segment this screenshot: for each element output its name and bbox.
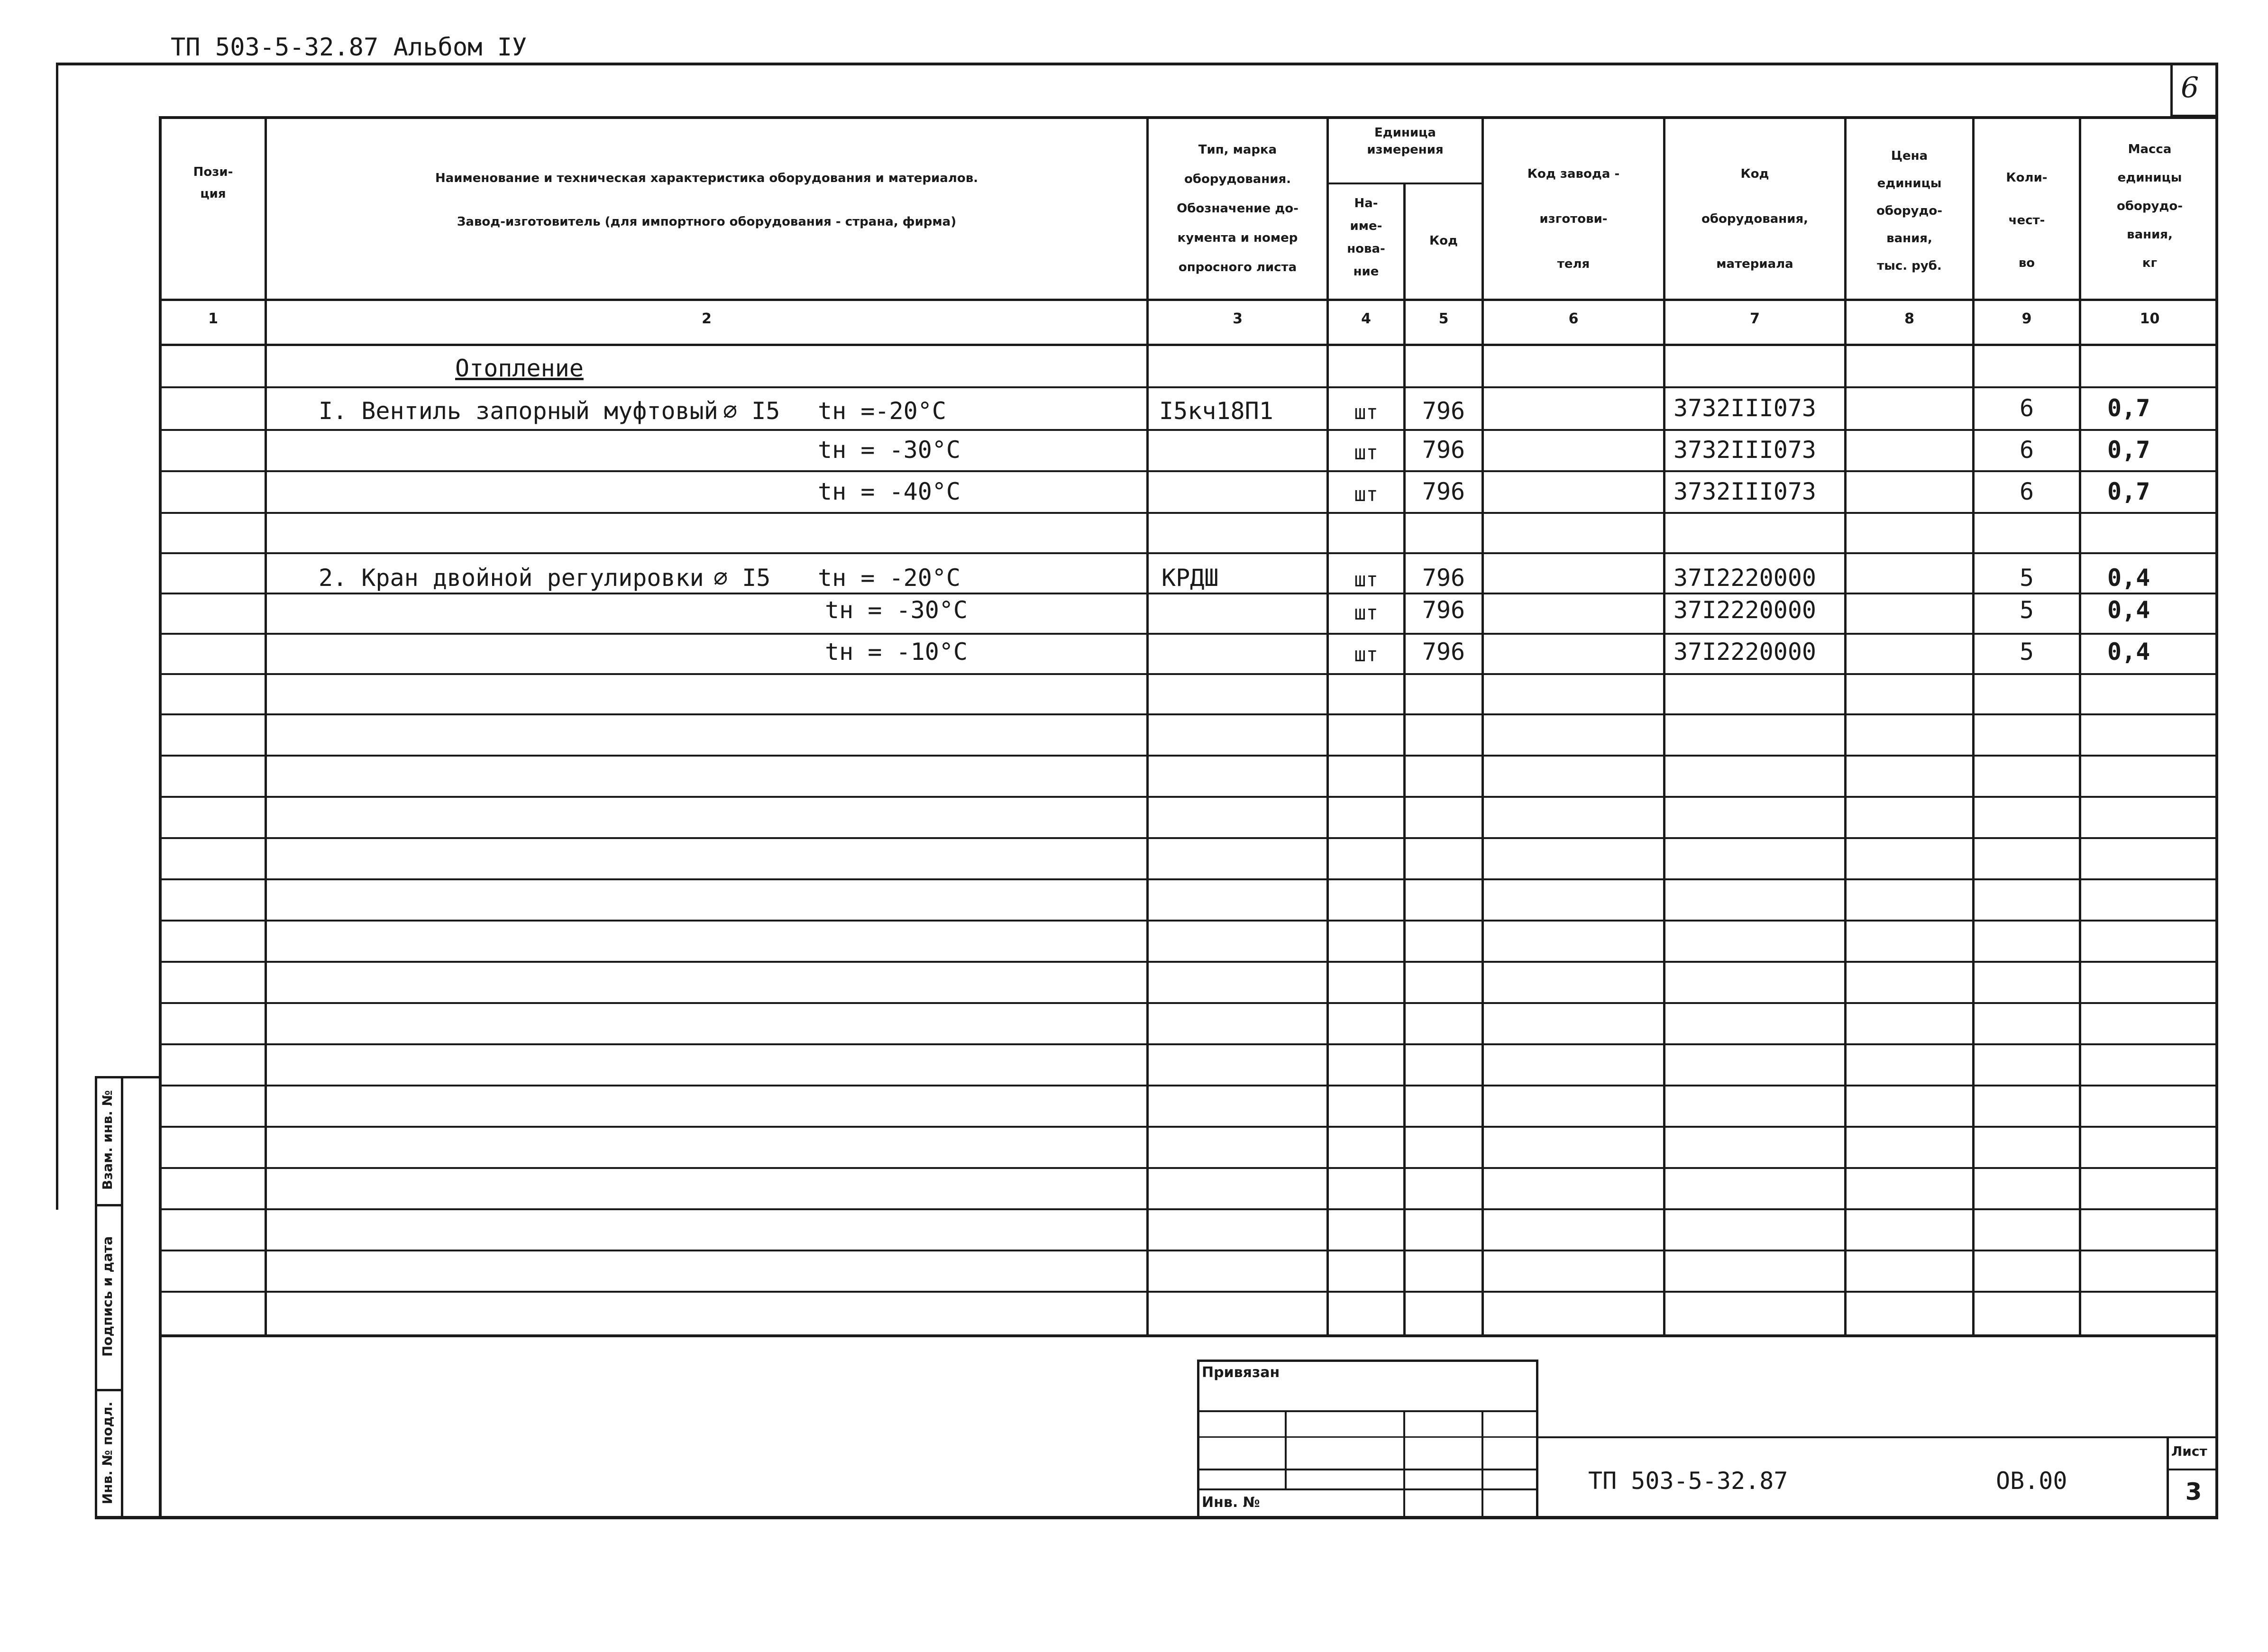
header-unit-code: Код [1429,234,1458,248]
stamp-left-border [95,1076,97,1519]
tb-sheet-number: 3 [2185,1478,2202,1506]
item-diameter: ⌀ I5 [713,564,771,592]
tb-privyazan: Привязан [1202,1364,1280,1381]
header-type: Тип, марка оборудования. Обозначение до- кумента и номер опросного листа [1177,143,1299,274]
row-line [159,920,2218,922]
tb-box-right [1536,1360,1538,1519]
item-unit: шт [1354,441,1378,464]
col-number: 3 [1233,310,1243,327]
item-mass: 0,7 [2107,436,2150,464]
header-name: Наименование и техническая характеристика оборудования и материалов. Завод-изготовитель (для импортного оборудования - страна, фирма) [435,171,979,229]
row-line [159,796,2218,798]
item-mass: 0,7 [2107,478,2150,505]
item-unit: шт [1354,601,1378,624]
header-price: Цена единицы оборудо- вания, тыс. руб. [1876,149,1943,273]
row-line [159,593,2218,594]
stamp-divider [121,1076,123,1519]
row-line [159,1208,2218,1210]
item-diameter: ⌀ I5 [723,397,780,425]
item-unit-code: 796 [1422,397,1465,425]
col-number: 10 [2140,310,2160,327]
stamp-vzam-label: Взам. инв. № [100,1090,115,1190]
tb-box-left [1197,1360,1199,1519]
item-unit-code: 796 [1422,564,1465,592]
item-unit-code: 796 [1422,596,1465,624]
item-temperature: tн = -30°С [818,436,961,464]
item-quantity: 5 [2019,638,2034,666]
item-quantity: 6 [2019,394,2034,422]
item-temperature: tн = -30°С [825,596,968,624]
tb-document-code: ТП 503-5-32.87 [1588,1467,1788,1495]
frame-left-stub [56,63,58,1210]
row-line [159,512,2218,514]
tb-mark: ОВ.00 [1996,1467,2067,1495]
row-line [159,470,2218,472]
item-mass: 0,4 [2107,638,2150,666]
page-corner-number: 6 [2181,71,2199,104]
row-line [159,1002,2218,1004]
col-number: 1 [208,310,218,327]
item-name: I. Вентиль запорный муфтовый [319,397,718,425]
item-equipment-code: 3732III073 [1674,394,1817,422]
header-mass: Масса единицы оборудо- вания, кг [2116,142,2183,270]
item-unit-code: 796 [1422,638,1465,666]
row-line [159,633,2218,635]
item-mass: 0,4 [2107,564,2150,592]
item-equipment-code: 37I2220000 [1674,638,1817,666]
tb-h-right [1536,1436,2218,1438]
row-line [159,878,2218,880]
item-mass: 0,7 [2107,394,2150,422]
tb-h [1197,1436,1538,1438]
colnum-bottom-line [159,344,2218,346]
grid-end-line [159,1334,2218,1337]
section-title: Отопление [455,355,584,382]
row-line [159,1167,2218,1169]
row-line [159,1085,2218,1086]
row-line [159,673,2218,675]
item-equipment-code: 37I2220000 [1674,596,1817,624]
tb-box-top [1197,1360,1538,1362]
header-position: Пози- ция [193,165,233,201]
item-quantity: 6 [2019,436,2034,464]
row-line [159,713,2218,715]
row-line [159,1291,2218,1293]
col-number: 8 [1904,310,1914,327]
item-mass: 0,4 [2107,596,2150,624]
tb-h [1197,1410,1538,1412]
table-bottom-border [95,1516,2218,1519]
unit-group-divider [1326,183,1482,184]
item-quantity: 5 [2019,596,2034,624]
row-line [159,755,2218,757]
item-equipment-code: 3732III073 [1674,478,1817,505]
item-name: 2. Кран двойной регулировки [319,564,704,592]
tb-v [1403,1410,1405,1519]
tb-h [1197,1488,1538,1490]
row-line [159,429,2218,431]
tb-inventory-no: Инв. № [1202,1494,1260,1511]
row-line [159,386,2218,388]
tb-sheet-mid [2167,1469,2218,1470]
stamp-inventory-label: Инв. № подл. [100,1401,115,1505]
item-temperature: tн = -10°С [825,638,968,666]
item-temperature: tн = -20°С [818,564,961,592]
item-equipment-code: 37I2220000 [1674,564,1817,592]
col-number: 6 [1568,310,1579,327]
item-type: I5кч18П1 [1159,397,1273,425]
item-temperature: tн =-20°С [818,397,946,425]
item-unit: шт [1354,568,1378,591]
item-quantity: 5 [2019,564,2034,592]
item-quantity: 6 [2019,478,2034,505]
header-unit-group: Единица измерения [1367,126,1444,157]
item-unit: шт [1354,401,1378,424]
header-equipment-code: Код оборудования, материала [1701,167,1809,271]
row-line [159,1043,2218,1045]
tb-v [1285,1410,1287,1488]
header-bottom-line [159,299,2218,301]
item-unit-code: 796 [1422,436,1465,464]
col-number: 7 [1750,310,1760,327]
header-unit-name: На- име- нова- ние [1347,196,1385,279]
row-line [159,1250,2218,1251]
item-unit-code: 796 [1422,478,1465,505]
frame-corner-box-left [2170,63,2173,117]
row-line [159,552,2218,554]
row-line [159,837,2218,839]
item-type: КРДШ [1161,564,1219,592]
item-temperature: tн = -40°С [818,478,961,505]
col-number: 9 [2021,310,2032,327]
tb-h [1197,1469,1538,1470]
item-unit: шт [1354,483,1378,506]
frame-right [2215,63,2218,1518]
tb-v [1482,1410,1483,1519]
item-unit: шт [1354,643,1378,666]
header-quantity: Коли- чест- во [2006,171,2048,270]
col-number: 4 [1361,310,1371,327]
item-equipment-code: 3732III073 [1674,436,1817,464]
table-top-border [159,116,2218,119]
col-number: 5 [1438,310,1449,327]
col-number: 2 [702,310,712,327]
header-factory-code: Код завода - изготови- теля [1527,167,1620,271]
stamp-signature-label: Подпись и дата [100,1236,115,1357]
frame-top [56,63,2218,65]
tb-sheet-label: Лист [2171,1443,2207,1459]
col-divider [1403,183,1406,1337]
row-line [159,961,2218,963]
row-line [159,1126,2218,1128]
document-reference: ТП 503-5-32.87 Альбом IУ [171,33,527,62]
